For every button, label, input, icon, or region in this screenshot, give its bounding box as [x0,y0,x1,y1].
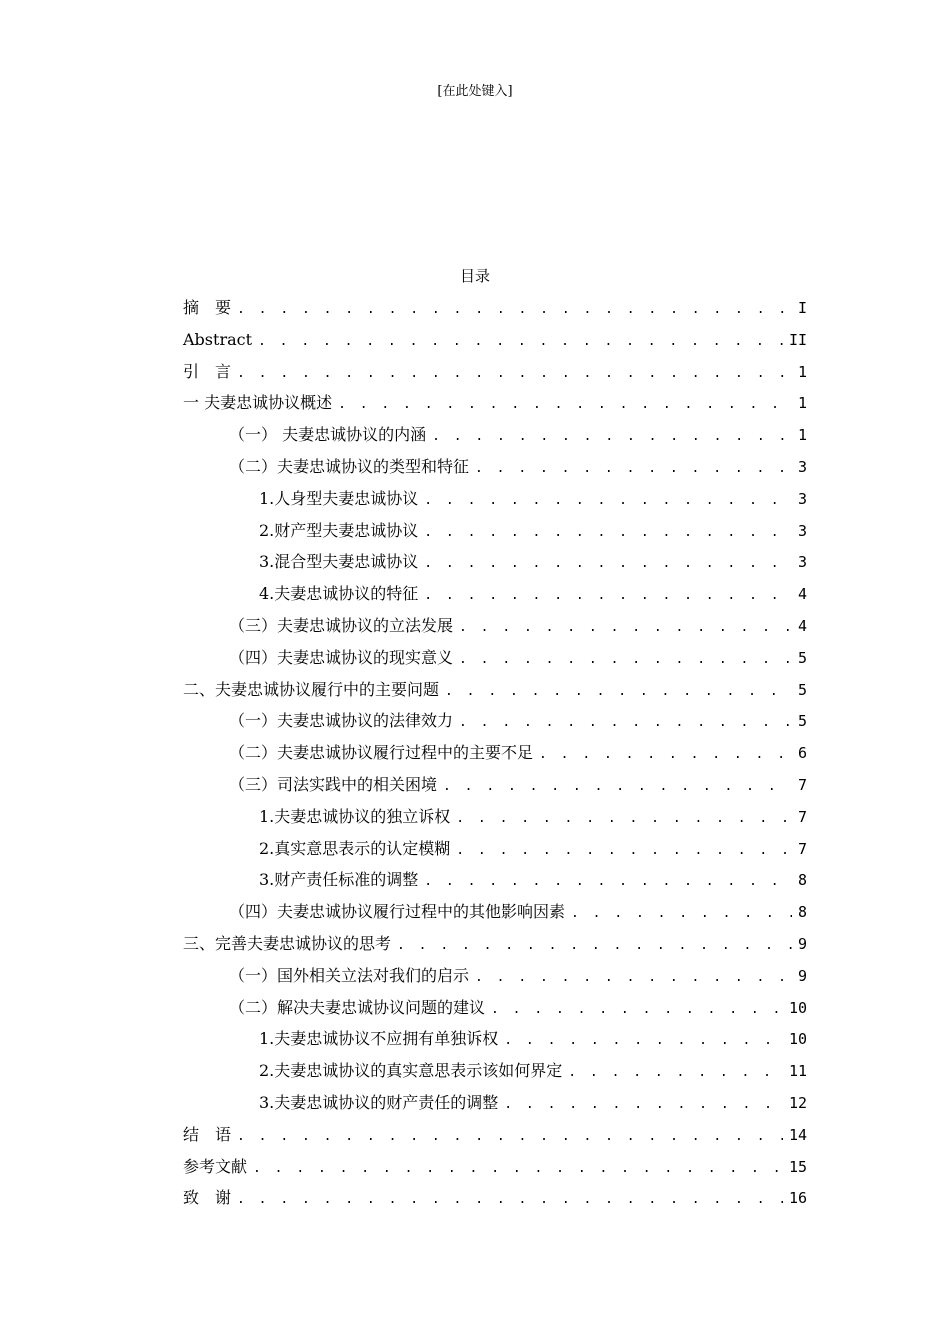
toc-leader-dots [253,1153,783,1185]
toc-leader-dots [445,676,792,708]
toc-entry-page: 6 [797,744,807,763]
toc-entry[interactable] [183,833,807,865]
toc-entry-label: 3.财产责任标准的调整 [259,870,419,890]
toc-entry-label: （二）解决夫妻忠诚协议问题的建议 [229,997,486,1017]
toc-leader-dots [459,707,792,739]
toc-entry[interactable] [183,324,807,356]
toc-entry-label: 1.人身型夫妻忠诚协议 [259,488,419,508]
toc-entry-label: 4.夫妻忠诚协议的特征 [259,584,419,604]
table-of-contents [183,292,807,1214]
toc-entry[interactable] [183,419,807,451]
toc-entry-page: 7 [797,807,807,826]
toc-entry-page: I [797,299,807,317]
toc-entry-label: 结 语 [183,1124,232,1144]
toc-entry-page: 4 [797,585,807,604]
toc-leader-dots [424,866,792,898]
toc-entry[interactable] [183,451,807,483]
toc-leader-dots [504,1089,783,1121]
toc-entry-label: 三、完善夫妻忠诚协议的思考 [183,933,392,953]
toc-entry[interactable] [183,705,807,737]
toc-entry-label: （四）夫妻忠诚协议履行过程中的其他影响因素 [229,902,566,922]
toc-leader-dots [237,1121,783,1153]
toc-entry-page: 7 [797,839,807,858]
toc-leader-dots [456,803,792,835]
toc-entry-label: 1.夫妻忠诚协议的独立诉权 [259,806,451,826]
toc-leader-dots [568,1057,783,1089]
toc-entry[interactable] [183,578,807,610]
toc-leader-dots [459,612,792,644]
toc-entry-label: 二、夫妻忠诚协议履行中的主要问题 [183,679,440,699]
toc-entry[interactable] [183,387,807,419]
toc-leader-dots [424,580,792,612]
toc-entry[interactable] [183,992,807,1024]
toc-entry-page: 4 [797,616,807,635]
toc-leader-dots [475,453,792,485]
toc-leader-dots [432,421,792,453]
toc-entry[interactable] [183,864,807,896]
toc-entry-page: 12 [788,1093,807,1112]
toc-entry-label: （二）夫妻忠诚协议履行过程中的主要不足 [229,743,534,763]
toc-entry-label: 摘 要 [183,298,232,317]
toc-entry[interactable] [183,896,807,928]
toc-entry[interactable] [183,642,807,674]
page-header: [在此处键入] [437,84,513,99]
toc-entry-page: 5 [797,648,807,667]
toc-entry-label: 引 言 [183,361,232,381]
toc-entry[interactable] [183,674,807,706]
toc-entry-label: 3.夫妻忠诚协议的财产责任的调整 [259,1092,499,1112]
toc-entry-label: 一 夫妻忠诚协议概述 [183,393,333,413]
toc-entry-page: 8 [797,871,807,890]
toc-title: 目录 [459,267,490,285]
toc-entry[interactable] [183,1119,807,1151]
toc-entry-label: （一）夫妻忠诚协议的法律效力 [229,711,454,731]
toc-entry-page: 10 [788,998,807,1017]
toc-entry-page: 3 [797,489,807,508]
toc-leader-dots [338,389,792,421]
toc-entry[interactable] [183,356,807,388]
toc-entry-label: 1.夫妻忠诚协议不应拥有单独诉权 [259,1029,499,1049]
toc-leader-dots [443,771,792,803]
toc-entry-page: 3 [797,521,807,540]
toc-entry[interactable] [183,737,807,769]
toc-entry[interactable] [183,1055,807,1087]
toc-entry-label: 2.财产型夫妻忠诚协议 [259,520,419,540]
toc-leader-dots [258,326,783,358]
toc-leader-dots [237,1184,783,1216]
toc-entry[interactable] [183,1023,807,1055]
toc-entry-label: （三）夫妻忠诚协议的立法发展 [229,615,454,635]
toc-leader-dots [237,294,792,326]
toc-entry[interactable] [183,1151,807,1183]
toc-leader-dots [424,548,792,580]
toc-entry-label: 3.混合型夫妻忠诚协议 [259,552,419,572]
toc-entry-page: 16 [788,1189,807,1208]
toc-leader-dots [571,898,792,930]
toc-entry[interactable] [183,610,807,642]
toc-entry-label: 参考文献 [183,1156,248,1176]
toc-entry-label: （二）夫妻忠诚协议的类型和特征 [229,456,470,476]
toc-entry-page: 9 [797,966,807,985]
toc-leader-dots [237,358,792,390]
toc-leader-dots [397,930,792,962]
toc-entry[interactable] [183,960,807,992]
toc-entry-page: 1 [797,362,807,381]
toc-entry-page: 1 [797,426,807,445]
toc-entry-label: （一） 夫妻忠诚协议的内涵 [229,425,427,445]
toc-entry[interactable] [183,1182,807,1214]
toc-entry-page: 3 [797,553,807,572]
toc-entry-page: 14 [788,1125,807,1144]
toc-leader-dots [504,1025,783,1057]
toc-leader-dots [475,962,792,994]
toc-entry-page: 7 [797,775,807,794]
toc-entry[interactable] [183,801,807,833]
toc-entry[interactable] [183,515,807,547]
toc-entry-page: 5 [797,712,807,731]
toc-entry-label: （四）夫妻忠诚协议的现实意义 [229,647,454,667]
toc-entry[interactable] [183,292,807,324]
toc-entry-page: 1 [797,394,807,413]
toc-entry-page: 9 [797,934,807,953]
toc-entry-page: 5 [797,680,807,699]
toc-entry[interactable] [183,928,807,960]
toc-entry-page: 10 [788,1030,807,1049]
toc-entry-label: 致 谢 [183,1188,232,1208]
toc-entry-page: 8 [797,903,807,922]
toc-leader-dots [424,485,792,517]
toc-leader-dots [539,739,792,771]
toc-leader-dots [456,835,792,867]
toc-entry[interactable] [183,546,807,578]
toc-entry-page: 3 [797,457,807,476]
toc-entry-label: 2.夫妻忠诚协议的真实意思表示该如何界定 [259,1061,563,1081]
toc-entry[interactable] [183,1087,807,1119]
toc-entry-label: （一）国外相关立法对我们的启示 [229,965,470,985]
toc-entry[interactable] [183,769,807,801]
toc-entry[interactable] [183,483,807,515]
toc-entry-page: 15 [788,1157,807,1176]
toc-leader-dots [491,994,783,1026]
toc-entry-page: II [788,330,807,349]
toc-entry-label: （三）司法实践中的相关困境 [229,774,438,794]
toc-entry-label: Abstract [183,329,253,349]
toc-leader-dots [459,644,792,676]
toc-leader-dots [424,517,792,549]
toc-entry-page: 11 [788,1062,807,1081]
toc-entry-label: 2.真实意思表示的认定模糊 [259,838,451,858]
